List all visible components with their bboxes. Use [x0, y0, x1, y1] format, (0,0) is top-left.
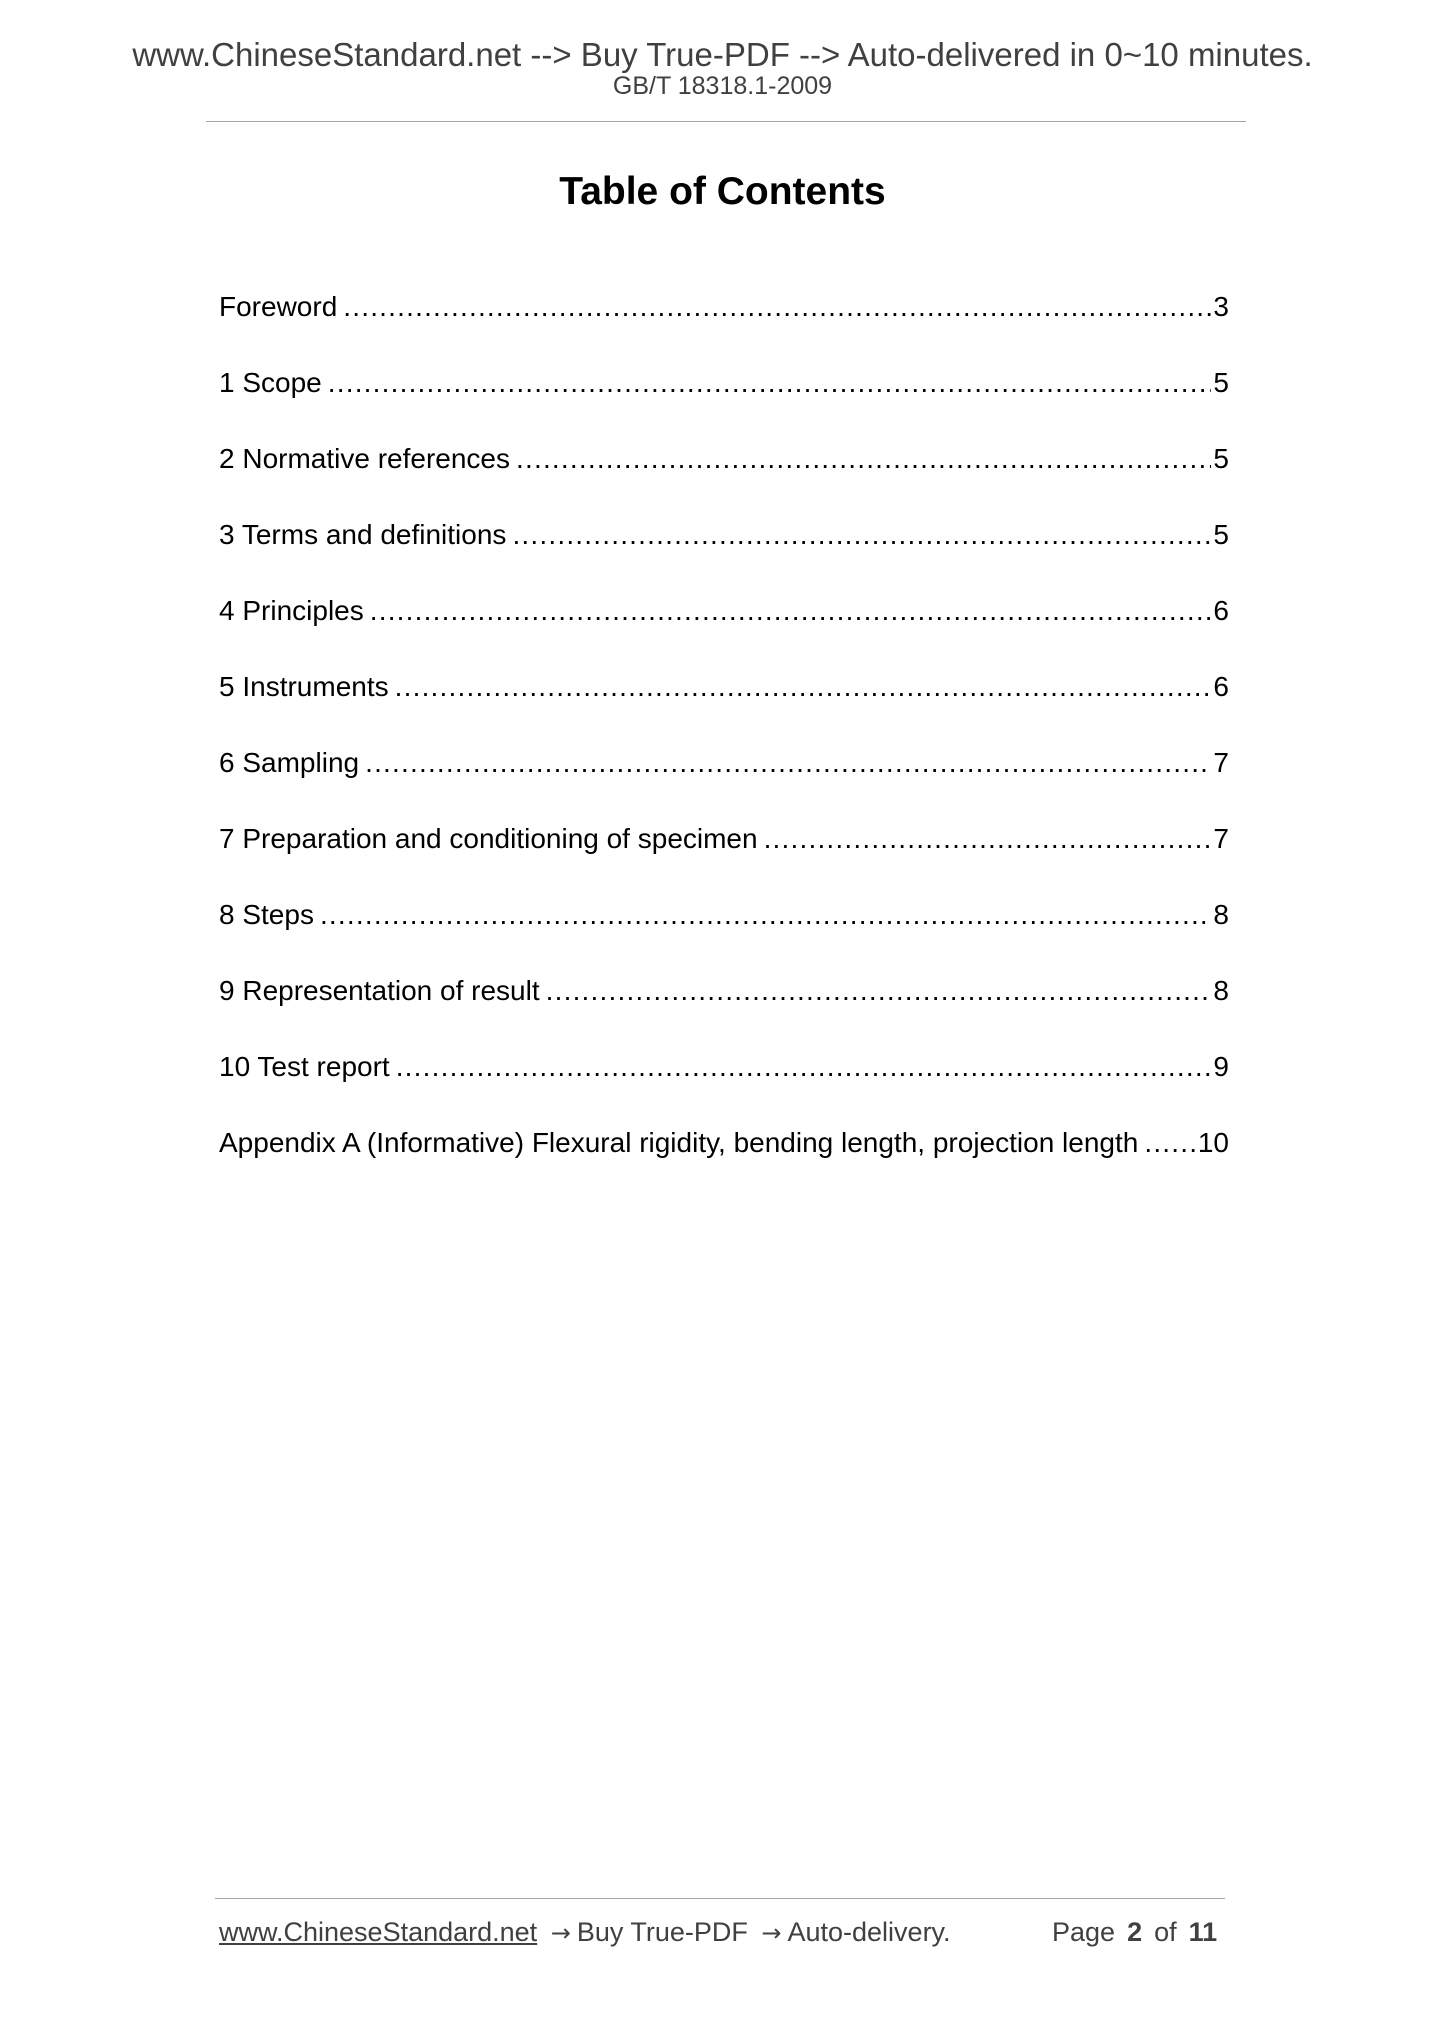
toc-entry-page: 5	[1213, 519, 1229, 550]
toc-entry[interactable]	[219, 365, 1229, 441]
footer-site-link[interactable]: www.ChineseStandard.net	[219, 1917, 538, 1947]
toc-entry[interactable]	[219, 1049, 1229, 1125]
right-arrow-icon: →	[550, 1919, 571, 1947]
footer-buy-text: Buy True-PDF	[576, 1917, 748, 1947]
footer-divider	[215, 1898, 1225, 1899]
total-pages: 11	[1188, 1917, 1218, 1947]
toc-entry-page: 8	[1213, 975, 1229, 1006]
toc-dot-leader	[343, 289, 1211, 325]
toc-title: Table of Contents	[559, 170, 886, 213]
toc-entry-page: 9	[1213, 1051, 1229, 1082]
toc-entry-label: Appendix A (Informative) Flexural rigidity, bending length, projection length	[219, 1127, 1139, 1158]
toc-entry[interactable]	[219, 517, 1229, 593]
toc-dot-leader	[1144, 1125, 1196, 1161]
right-arrow-icon: →	[761, 1919, 782, 1947]
toc-entry-label: 8 Steps	[219, 899, 314, 930]
toc-entry-page: 7	[1213, 823, 1229, 854]
toc-entry[interactable]	[219, 897, 1229, 973]
toc-entry-label: 10 Test report	[219, 1051, 390, 1082]
toc-entry-label: 2 Normative references	[219, 443, 511, 474]
toc-entry-label: 5 Instruments	[219, 671, 389, 702]
toc-entry-page: 6	[1213, 595, 1229, 626]
toc-entry[interactable]	[219, 669, 1229, 745]
toc-entry-page: 5	[1213, 443, 1229, 474]
toc-entry[interactable]	[219, 441, 1229, 517]
toc-entry[interactable]	[219, 593, 1229, 669]
toc-dot-leader	[512, 517, 1211, 553]
toc-entry-label: 3 Terms and definitions	[219, 519, 507, 550]
toc-entry[interactable]	[219, 1125, 1229, 1201]
toc-dot-leader	[516, 441, 1211, 477]
header-divider	[206, 121, 1246, 122]
toc-entry-page: 10	[1197, 1127, 1229, 1158]
toc-entry-label: Foreword	[219, 291, 338, 322]
current-page: 2	[1127, 1917, 1143, 1947]
toc-entry-page: 7	[1213, 747, 1229, 778]
toc-entry[interactable]	[219, 973, 1229, 1049]
toc-entry[interactable]	[219, 289, 1229, 365]
toc-entry[interactable]	[219, 821, 1229, 897]
toc-entry-label: 1 Scope	[219, 367, 322, 398]
page-number	[1052, 1919, 1217, 1946]
toc-dot-leader	[320, 897, 1211, 933]
toc-dot-leader	[365, 745, 1211, 781]
toc-entry-page: 5	[1213, 367, 1229, 398]
page-word: Page	[1052, 1917, 1116, 1947]
toc-dot-leader	[395, 669, 1212, 705]
footer-promo	[219, 1919, 951, 1946]
toc-dot-leader	[370, 593, 1212, 629]
document-code: GB/T 18318.1-2009	[612, 72, 833, 100]
toc-dot-leader	[764, 821, 1212, 857]
toc-entry-label: 9 Representation of result	[219, 975, 540, 1006]
toc-entry-label: 7 Preparation and conditioning of specimen	[219, 823, 758, 854]
toc-entry-label: 4 Principles	[219, 595, 364, 626]
of-word: of	[1154, 1917, 1177, 1947]
toc-dot-leader	[328, 365, 1212, 401]
toc-dot-leader	[396, 1049, 1212, 1085]
footer-delivery-text: Auto-delivery.	[787, 1917, 951, 1947]
toc-list	[219, 289, 1229, 1201]
site-banner: www.ChineseStandard.net --> Buy True-PDF --> Auto-delivered in 0~10 minutes.	[132, 36, 1313, 73]
toc-entry-label: 6 Sampling	[219, 747, 360, 778]
toc-entry-page: 8	[1213, 899, 1229, 930]
toc-entry-page: 3	[1213, 291, 1229, 322]
toc-dot-leader	[546, 973, 1212, 1009]
toc-entry-page: 6	[1213, 671, 1229, 702]
toc-entry[interactable]	[219, 745, 1229, 821]
